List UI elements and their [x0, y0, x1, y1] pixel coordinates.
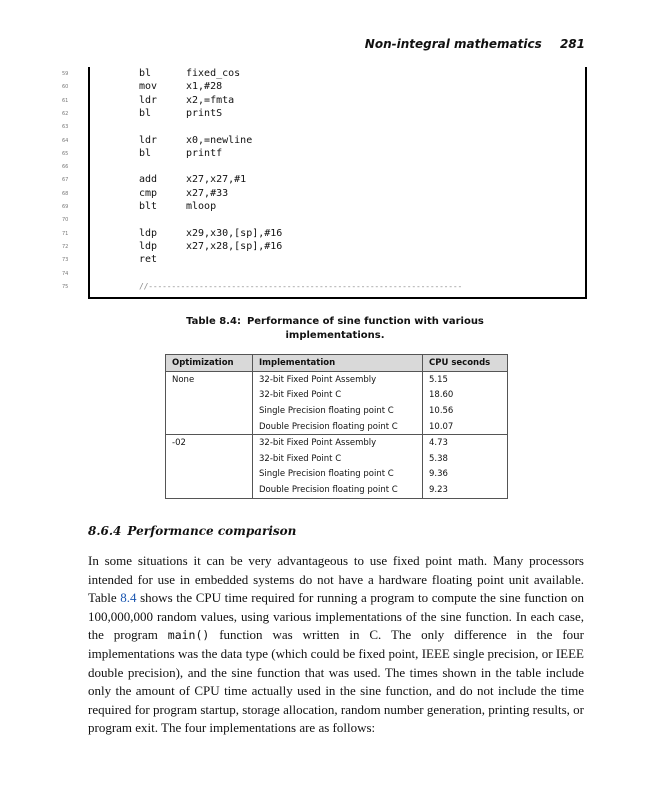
code-line	[62, 227, 585, 241]
code-line	[62, 200, 585, 214]
code-line	[62, 67, 585, 81]
table-row	[166, 467, 508, 483]
table-row	[166, 451, 508, 467]
code-args: x27,#33	[186, 187, 229, 199]
code-args: x0,=newline	[186, 134, 253, 146]
line-number: 65	[62, 150, 69, 157]
cell-optimization	[166, 482, 253, 498]
table-caption-line2: implementations.	[285, 330, 385, 341]
code-line	[62, 147, 585, 161]
line-number: 61	[62, 97, 69, 104]
code-line	[62, 240, 585, 254]
code-op: ldr	[139, 94, 158, 106]
code-op: ret	[139, 254, 158, 266]
running-title: Non-integral mathematics	[364, 37, 542, 51]
code-line	[62, 173, 585, 187]
section-number: 8.6.4	[88, 524, 122, 538]
code-op: ldp	[139, 240, 158, 252]
code-op: bl	[139, 147, 152, 159]
section-heading	[88, 524, 296, 538]
table-row	[166, 419, 508, 435]
code-line	[62, 187, 585, 201]
paragraph-text-1: In some situations it can be very advantageous to use fixed point math. Many processors intended for use in embedded systems do not have a hardware floating point unit available. Table	[88, 553, 584, 606]
cell-optimization	[166, 451, 253, 467]
code-args: x27,x28,[sp],#16	[186, 240, 283, 252]
code-comment: //--------------------------------------------------------------------	[139, 281, 463, 291]
cell-cpu-seconds: 10.07	[423, 419, 508, 435]
cell-optimization	[166, 403, 253, 419]
table-caption	[150, 315, 520, 343]
code-op: bl	[139, 68, 152, 79]
page-number: 281	[559, 37, 585, 51]
code-args: mloop	[186, 201, 217, 212]
line-number: 60	[62, 84, 69, 91]
line-number: 74	[62, 270, 69, 277]
code-line	[62, 134, 585, 148]
code-line	[62, 213, 585, 227]
cell-implementation: 32-bit Fixed Point Assembly	[253, 435, 423, 451]
code-line	[62, 80, 585, 94]
cell-optimization	[166, 388, 253, 404]
code-op: ldp	[139, 227, 158, 239]
code-args: fixed_cos	[186, 68, 241, 79]
cell-implementation: 32-bit Fixed Point C	[253, 388, 423, 404]
body-paragraph	[88, 552, 584, 738]
cell-implementation: Double Precision floating point C	[253, 419, 423, 435]
code-op: bl	[139, 107, 152, 119]
line-number: 72	[62, 243, 69, 250]
cell-optimization	[166, 467, 253, 483]
cell-implementation: 32-bit Fixed Point Assembly	[253, 372, 423, 388]
code-op: ldr	[139, 134, 158, 146]
cell-optimization	[166, 419, 253, 435]
code-line	[62, 267, 585, 281]
line-number: 73	[62, 257, 69, 264]
code-args: x29,x30,[sp],#16	[186, 227, 283, 239]
code-op: cmp	[139, 187, 158, 199]
cell-cpu-seconds: 10.56	[423, 403, 508, 419]
table-row	[166, 372, 508, 388]
cell-cpu-seconds: 9.36	[423, 467, 508, 483]
line-number: 62	[62, 110, 69, 117]
table-reference-link[interactable]: 8.4	[120, 590, 137, 606]
cell-implementation: Double Precision floating point C	[253, 482, 423, 498]
cell-implementation: Single Precision floating point C	[253, 467, 423, 483]
line-number: 59	[62, 71, 69, 77]
table-header-row	[166, 355, 508, 372]
line-number: 71	[62, 230, 69, 237]
col-header-implementation: Implementation	[253, 355, 423, 372]
code-args: x1,#28	[186, 81, 223, 93]
table-row	[166, 403, 508, 419]
code-op: add	[139, 174, 158, 186]
code-line	[62, 253, 585, 267]
col-header-cpu-seconds: CPU seconds	[423, 355, 508, 372]
paragraph-text-3: function was written in C. The only difference in the four implementations was the data type (which could be fixed point, IEEE single precision, or IEEE double precision), and the sine function that was used. The times shown in the table include only the amount of CPU time actually used in the sine function, and do not include the time required for program startup, storage allocation, random number generation, printing results, or program exit. The four implementations are as follows:	[88, 627, 584, 736]
code-line	[62, 120, 585, 134]
cell-implementation: 32-bit Fixed Point C	[253, 451, 423, 467]
code-args: printf	[186, 147, 223, 159]
col-header-optimization: Optimization	[166, 355, 253, 372]
line-number: 64	[62, 137, 69, 144]
code-line	[62, 94, 585, 108]
table-row	[166, 388, 508, 404]
performance-table	[165, 354, 508, 499]
paragraph-text-2: shows the CPU time required for running a program to compute the sine function on 100,000,000 random values, using various implementations of the sine function. In each case, the program	[88, 590, 584, 643]
code-line	[62, 160, 585, 174]
code-op: blt	[139, 201, 158, 212]
line-number: 67	[62, 177, 69, 184]
table-row	[166, 435, 508, 451]
line-number: 66	[62, 164, 69, 171]
cell-implementation: Single Precision floating point C	[253, 403, 423, 419]
cell-cpu-seconds: 9.23	[423, 482, 508, 498]
line-number: 70	[62, 217, 69, 224]
inline-code: main()	[167, 628, 210, 643]
line-number: 63	[62, 124, 69, 131]
line-number: 69	[62, 204, 69, 210]
cell-cpu-seconds: 4.73	[423, 435, 508, 451]
line-number: 75	[62, 283, 69, 290]
cell-optimization: None	[166, 372, 253, 388]
section-title: Performance comparison	[127, 524, 297, 538]
code-listing	[62, 67, 587, 299]
table-row	[166, 482, 508, 498]
cell-cpu-seconds: 5.38	[423, 451, 508, 467]
code-line	[62, 107, 585, 121]
table-caption-label: Table 8.4:	[186, 316, 241, 327]
code-args: x2,=fmta	[186, 94, 235, 106]
code-line	[62, 280, 585, 294]
cell-cpu-seconds: 18.60	[423, 388, 508, 404]
line-number: 68	[62, 190, 69, 197]
code-args: x27,x27,#1	[186, 174, 247, 186]
table-caption-line1: Performance of sine function with various	[246, 316, 484, 327]
running-header	[365, 37, 585, 51]
cell-optimization: -02	[166, 435, 253, 451]
code-args: printS	[186, 107, 223, 119]
cell-cpu-seconds: 5.15	[423, 372, 508, 388]
code-op: mov	[139, 81, 158, 93]
